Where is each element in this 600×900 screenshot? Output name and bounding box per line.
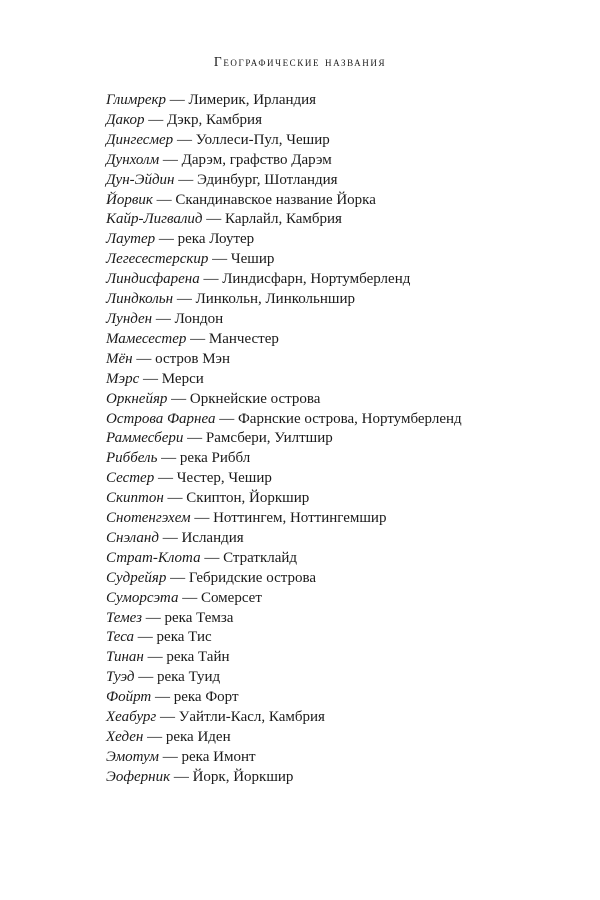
entry-term: Линдисфарена	[106, 271, 200, 288]
entry-term: Лунден	[106, 310, 153, 327]
entry-dash: —	[151, 689, 174, 706]
entry-meaning: река Имонт	[181, 748, 256, 765]
entry-dash: —	[143, 649, 167, 666]
glossary-entry	[106, 290, 576, 310]
entry-term: Оркнейяр	[106, 390, 168, 407]
entry-meaning: Сомерсет	[200, 589, 262, 606]
entry-dash: —	[154, 470, 177, 487]
glossary-entry	[106, 91, 576, 111]
entry-term: Снотенгэхем	[106, 510, 191, 527]
glossary-entry	[106, 131, 576, 151]
entry-dash: —	[167, 390, 190, 407]
glossary-entry	[106, 728, 576, 748]
entry-meaning: Линкольн, Линкольншир	[195, 291, 355, 308]
entry-meaning: Лондон	[174, 310, 224, 327]
entry-term: Темез	[106, 609, 142, 626]
entry-dash: —	[158, 529, 182, 546]
entry-meaning: река Риббл	[179, 450, 251, 467]
entry-term: Снэланд	[106, 529, 159, 546]
glossary-entry	[106, 708, 576, 728]
glossary-entry	[106, 549, 576, 569]
entry-dash: —	[152, 191, 176, 208]
entry-term: Дун-Эйдин	[106, 171, 175, 188]
entry-term: Теса	[106, 629, 135, 646]
entry-term: Лаутер	[106, 231, 156, 248]
entry-term: Фойрт	[106, 689, 152, 706]
glossary-entry	[106, 449, 576, 469]
entry-meaning: Оркнейские острова	[189, 390, 321, 407]
entry-meaning: Исландия	[181, 529, 244, 546]
entry-term: Судрейяр	[106, 569, 167, 586]
entry-dash: —	[170, 768, 193, 785]
entry-dash: —	[144, 111, 167, 128]
entry-dash: —	[139, 370, 162, 387]
entry-term: Эмотум	[106, 748, 159, 765]
entry-term: Кайр-Лигвалид	[106, 211, 203, 228]
entry-dash: —	[157, 450, 180, 467]
entry-meaning: Честер, Чешир	[176, 470, 272, 487]
entry-dash: —	[134, 669, 157, 686]
entry-term: Риббель	[106, 450, 158, 467]
entry-dash: —	[200, 549, 224, 566]
glossary-list	[106, 91, 576, 788]
glossary-entry	[106, 151, 576, 171]
entry-meaning: река Форт	[173, 689, 239, 706]
glossary-entry	[106, 171, 576, 191]
entry-meaning: Чешир	[230, 251, 275, 268]
entry-term: Острова Фарнеа	[106, 410, 216, 427]
entry-term: Мён	[106, 350, 133, 367]
entry-term: Суморсэта	[106, 589, 179, 606]
entry-meaning: река Темза	[164, 609, 234, 626]
entry-term: Сестер	[106, 470, 155, 487]
entry-dash: —	[163, 490, 187, 507]
entry-meaning: Скиптон, Йоркшир	[186, 490, 310, 507]
entry-dash: —	[215, 410, 238, 427]
glossary-entry	[106, 688, 576, 708]
entry-dash: —	[208, 251, 231, 268]
entry-dash: —	[155, 231, 178, 248]
glossary-entry	[106, 330, 576, 350]
entry-meaning: Скандинавское название Йорка	[175, 191, 376, 208]
entry-dash: —	[174, 171, 197, 188]
entry-meaning: река Тайн	[166, 649, 230, 666]
entry-dash: —	[166, 92, 189, 108]
entry-meaning: Линдисфарн, Нортумберленд	[222, 271, 411, 288]
entry-term: Хеден	[106, 729, 144, 745]
glossary-entry	[106, 589, 576, 609]
entry-meaning: Йорк, Йоркшир	[192, 768, 294, 785]
glossary-entry	[106, 609, 576, 629]
entry-term: Дунхолм	[106, 151, 160, 168]
entry-meaning: река Тис	[156, 629, 212, 646]
glossary-entry	[106, 628, 576, 648]
entry-meaning: Дарэм, графство Дарэм	[181, 151, 332, 168]
glossary-entry	[106, 390, 576, 410]
running-head-title: Географические названия	[213, 54, 387, 69]
entry-dash: —	[141, 609, 165, 626]
glossary-entry	[106, 668, 576, 688]
glossary-entry	[106, 191, 576, 211]
entry-term: Тинан	[106, 649, 144, 666]
glossary-entry	[106, 370, 576, 390]
entry-meaning: Стратклайд	[223, 549, 298, 566]
glossary-entry	[106, 529, 576, 549]
entry-meaning: Эдинбург, Шотландия	[197, 171, 338, 188]
entry-meaning: Ноттингем, Ноттингемшир	[213, 510, 387, 527]
entry-term: Дингесмер	[106, 131, 174, 148]
entry-term: Раммесбери	[106, 430, 184, 447]
entry-dash: —	[166, 569, 189, 586]
entry-term: Туэд	[106, 669, 135, 686]
entry-dash: —	[159, 748, 182, 765]
glossary-entry	[106, 270, 576, 290]
entry-meaning: река Туид	[156, 669, 221, 686]
glossary-entry	[106, 648, 576, 668]
glossary-entry	[106, 469, 576, 489]
entry-meaning: Дэкр, Камбрия	[167, 111, 262, 128]
entry-meaning: Уайтли-Касл, Камбрия	[178, 709, 325, 726]
entry-dash: —	[186, 330, 209, 347]
entry-dash: —	[202, 211, 226, 228]
entry-term: Страт-Клота	[106, 549, 201, 566]
entry-meaning: остров Мэн	[155, 350, 231, 367]
entry-term: Линдкольн	[106, 291, 174, 308]
entry-meaning: Карлайл, Камбрия	[225, 211, 342, 228]
entry-meaning: Мерси	[161, 370, 204, 387]
entry-meaning: река Лоутер	[177, 231, 255, 248]
entry-dash: —	[159, 151, 182, 168]
entry-dash: —	[132, 350, 156, 367]
glossary-entry	[106, 111, 576, 131]
entry-dash: —	[143, 729, 166, 745]
glossary-entry	[106, 210, 576, 230]
entry-dash: —	[178, 589, 201, 606]
entry-dash: —	[173, 291, 196, 308]
entry-meaning: Фарнские острова, Нортумберленд	[237, 410, 462, 427]
entry-dash: —	[190, 510, 214, 527]
entry-dash: —	[173, 131, 196, 148]
entry-dash: —	[183, 430, 206, 447]
glossary-entry	[106, 350, 576, 370]
entry-term: Дакор	[106, 111, 145, 128]
entry-meaning: река Иден	[165, 729, 231, 745]
glossary-entry	[106, 429, 576, 449]
entry-dash: —	[156, 709, 179, 726]
glossary-entry	[106, 768, 576, 788]
entry-dash: —	[152, 310, 175, 327]
entry-term: Йорвик	[106, 191, 153, 208]
entry-term: Хеабург	[106, 709, 157, 726]
glossary-entry	[106, 230, 576, 250]
entry-meaning: Гебридские острова	[188, 569, 317, 586]
glossary-entry	[106, 748, 576, 768]
glossary-entry	[106, 410, 576, 430]
entry-dash: —	[134, 629, 157, 646]
entry-meaning: Рамсбери, Уилтшир	[205, 430, 333, 447]
entry-term: Легесестерскир	[106, 251, 209, 268]
glossary-entry	[106, 489, 576, 509]
entry-term: Эоферник	[106, 768, 171, 785]
entry-meaning: Уоллеси-Пул, Чешир	[195, 131, 330, 148]
entry-meaning: Манчестер	[208, 330, 279, 347]
entry-term: Мамесестер	[106, 330, 187, 347]
glossary-entry	[106, 250, 576, 270]
glossary-entry	[106, 569, 576, 589]
entry-term: Мэрс	[106, 370, 140, 387]
entry-dash: —	[199, 271, 223, 288]
glossary-entry	[106, 310, 576, 330]
entry-meaning: Лимерик, Ирландия	[188, 92, 317, 108]
entry-term: Глимрекр	[106, 92, 167, 108]
entry-term: Скиптон	[106, 490, 164, 507]
glossary-entry	[106, 509, 576, 529]
